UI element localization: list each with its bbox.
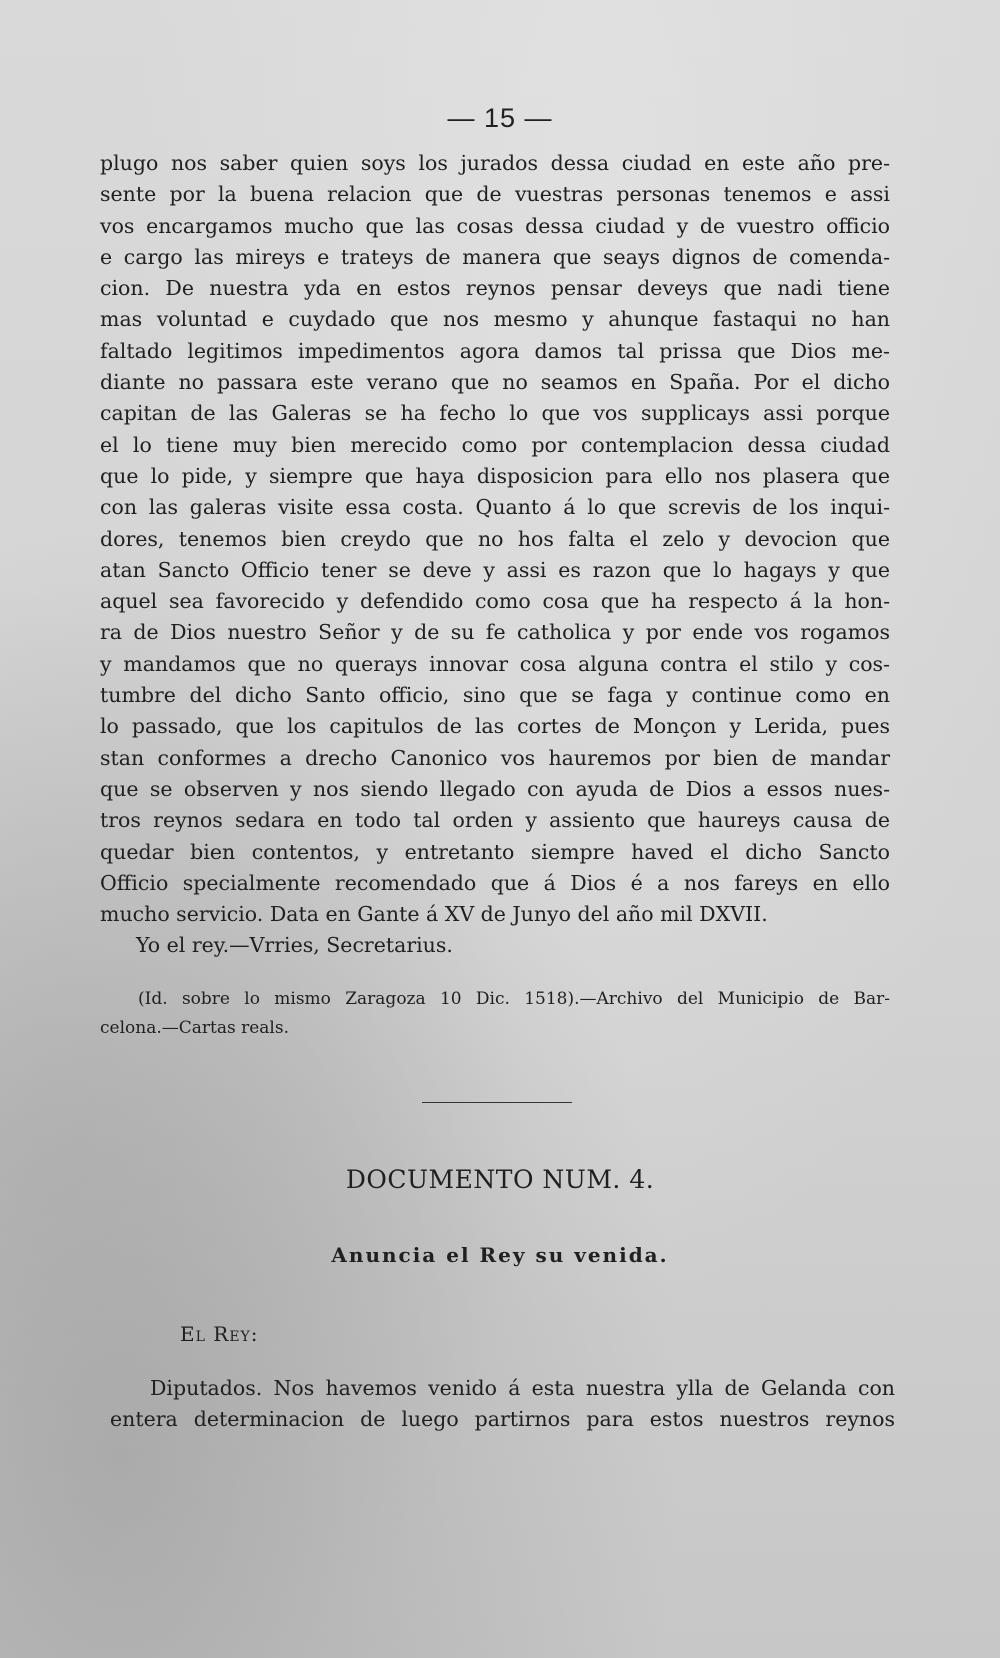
body-line: mas voluntad e cuydado que nos mesmo y ahunque fastaqui no han — [100, 307, 890, 332]
body-line: e cargo las mireys e trateys de manera que seays dignos de comenda- — [100, 244, 890, 269]
body-line: sente por la buena relacion que de vuestras personas tenemos e assi — [100, 182, 890, 207]
body-line: que lo pide, y siempre que haya disposicion para ello nos plasera que — [100, 463, 890, 488]
body-line: ra de Dios nuestro Señor y de su fe catholica y por ende vos rogamos — [100, 620, 890, 645]
salutation: El Rey: — [180, 1322, 259, 1346]
body-line: tros reynos sedara en todo tal orden y assiento que haureys causa de — [100, 808, 890, 833]
section-divider — [422, 1102, 572, 1103]
body-line: cion. De nuestra yda en estos reynos pensar deveys que nadi tiene — [100, 276, 890, 301]
document-subtitle: Anuncia el Rey su venida. — [331, 1243, 669, 1267]
body-line: quedar bien contentos, y entretanto siempre haved el dicho Sancto — [100, 839, 890, 864]
body-line: Diputados. Nos havemos venido á esta nuestra ylla de Gelanda con — [150, 1376, 895, 1400]
signature-line: Yo el rey.—Vrries, Secretarius. — [136, 933, 453, 958]
body-line: capitan de las Galeras se ha fecho lo que vos supplicays assi porque — [100, 401, 890, 426]
body-line: faltado legitimos impedimentos agora damos tal prissa que Dios me- — [100, 338, 890, 363]
body-line: vos encargamos mucho que las cosas dessa ciudad y de vuestro officio — [100, 213, 890, 238]
body-line: diante no passara este verano que no seamos en Spaña. Por el dicho — [100, 370, 890, 395]
body-line: que se observen y nos siendo llegado con ayuda de Dios a essos nues- — [100, 776, 890, 801]
page-number: — 15 — — [447, 103, 553, 133]
body-line: entera determinacion de luego partirnos para estos nuestros reynos — [110, 1407, 895, 1432]
source-line: celona.—Cartas reals. — [100, 1018, 289, 1038]
body-line: con las galeras visite essa costa. Quanto á lo que screvis de los inqui- — [100, 495, 890, 520]
document-heading: DOCUMENTO NUM. 4. — [345, 1165, 655, 1194]
body-line: atan Sancto Officio tener se deve y assi es razon que lo hagays y que — [100, 557, 890, 582]
body-line: aquel sea favorecido y defendido como cosa que ha respecto á la hon- — [100, 589, 890, 614]
body-line: plugo nos saber quien soys los jurados dessa ciudad en este año pre- — [100, 151, 890, 175]
letter-body — [100, 148, 890, 962]
body-line: stan conformes a drecho Canonico vos hauremos por bien de mandar — [100, 745, 890, 770]
source-citation — [100, 985, 890, 1043]
body-line: lo passado, que los capitulos de las cortes de Monçon y Lerida, pues — [100, 714, 890, 739]
body-line: Officio specialmente recomendado que á Dios é a nos fareys en ello — [100, 870, 890, 895]
body-line: mucho servicio. Data en Gante á XV de Junyo del año mil DXVII. — [100, 902, 768, 927]
body-line: dores, tenemos bien creydo que no hos falta el zelo y devocion que — [100, 526, 890, 551]
body-line: el lo tiene muy bien merecido como por contemplacion dessa ciudad — [100, 432, 890, 457]
body-line: y mandamos que no querays innovar cosa alguna contra el stilo y cos- — [100, 651, 890, 676]
letter-opening — [110, 1373, 895, 1436]
body-line: tumbre del dicho Santo officio, sino que se faga y continue como en — [100, 683, 890, 708]
source-line: (Id. sobre lo mismo Zaragoza 10 Dic. 1518).—Archivo del Municipio de Bar- — [138, 989, 890, 1009]
